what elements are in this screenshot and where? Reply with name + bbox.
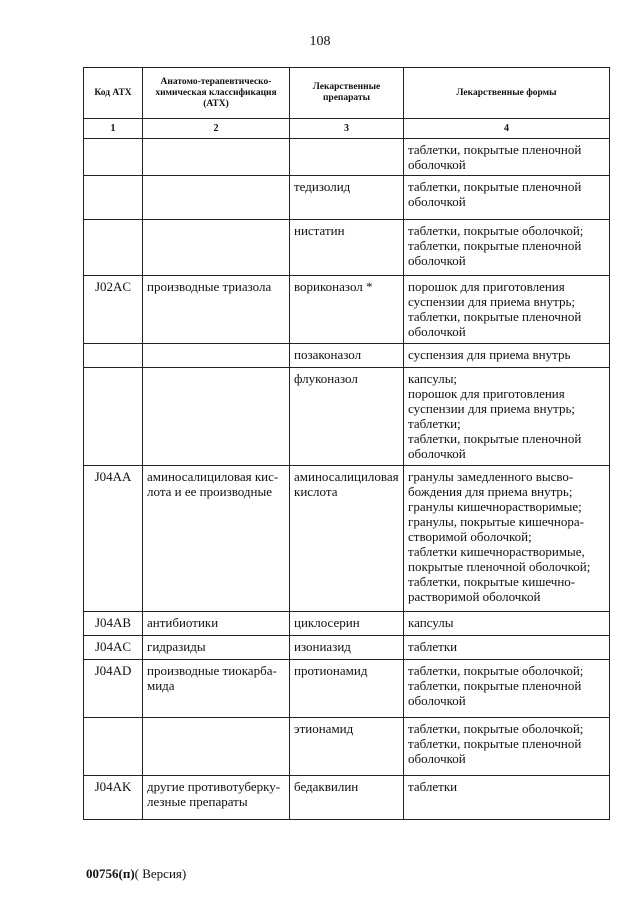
dosage-forms-cell: таблетки, покрытые пленочной оболочкой	[404, 139, 610, 176]
column-number: 1	[84, 119, 143, 139]
page-number: 108	[309, 34, 331, 49]
dosage-forms-cell: капсулы; порошок для приготовления суспензии для приема внутрь; таблетки; таблетки, покрытые пленочной оболочкой	[404, 368, 610, 466]
atx-code-cell	[84, 139, 143, 176]
drug-cell: позаконазол	[290, 344, 404, 368]
atx-code-cell: J02AC	[84, 276, 143, 344]
drug-cell: протионамид	[290, 660, 404, 718]
table-row	[84, 660, 610, 718]
drug-cell: циклосерин	[290, 612, 404, 636]
document-footer	[86, 866, 186, 882]
dosage-forms-cell: таблетки, покрытые оболочкой; таблетки, покрытые пленочной оболочкой	[404, 718, 610, 776]
table-row	[84, 612, 610, 636]
classification-cell: другие противотуберку- лезные препараты	[143, 776, 290, 820]
classification-cell	[143, 176, 290, 220]
atx-code-cell: J04AA	[84, 466, 143, 612]
header-atx-code: Код АТХ	[84, 68, 143, 119]
drug-cell: этионамид	[290, 718, 404, 776]
classification-cell	[143, 718, 290, 776]
classification-cell	[143, 368, 290, 466]
atx-code-cell	[84, 368, 143, 466]
column-number: 2	[143, 119, 290, 139]
table-row	[84, 718, 610, 776]
table-row	[84, 466, 610, 612]
column-number-row	[84, 119, 610, 139]
classification-cell	[143, 139, 290, 176]
dosage-forms-cell: таблетки, покрытые оболочкой; таблетки, покрытые пленочной оболочкой	[404, 220, 610, 276]
version-label: ( Версия)	[134, 866, 187, 881]
table-row	[84, 344, 610, 368]
table-row	[84, 276, 610, 344]
classification-cell: производные триазола	[143, 276, 290, 344]
table-row	[84, 176, 610, 220]
header-atx-classification: Анатомо-терапевтическо-химическая классификация (АТХ)	[143, 68, 290, 119]
drug-cell: бедаквилин	[290, 776, 404, 820]
drug-cell: изониазид	[290, 636, 404, 660]
table-row	[84, 368, 610, 466]
dosage-forms-cell: гранулы замедленного высво- бождения для приема внутрь; гранулы кишечнорастворимые; гранулы, покрытые кишечнора- створимой оболочкой; таблетки кишечнорастворимые, покрытые пленочной оболочкой; таблетки, покрытые кишечно- растворимой оболочкой	[404, 466, 610, 612]
atx-code-cell	[84, 344, 143, 368]
drug-cell: нистатин	[290, 220, 404, 276]
dosage-forms-cell: таблетки	[404, 636, 610, 660]
atx-table	[83, 67, 610, 820]
column-number: 4	[404, 119, 610, 139]
atx-code-cell	[84, 718, 143, 776]
classification-cell: аминосалициловая кис- лота и ее производные	[143, 466, 290, 612]
atx-code-cell: J04AB	[84, 612, 143, 636]
drug-cell: аминосалициловая кислота	[290, 466, 404, 612]
drug-cell: тедизолид	[290, 176, 404, 220]
classification-cell: антибиотики	[143, 612, 290, 636]
dosage-forms-cell: капсулы	[404, 612, 610, 636]
document-code: 00756(п)	[86, 866, 135, 881]
header-drugs: Лекарственные препараты	[290, 68, 404, 119]
dosage-forms-cell: таблетки, покрытые пленочной оболочкой	[404, 176, 610, 220]
column-number: 3	[290, 119, 404, 139]
dosage-forms-cell: порошок для приготовления суспензии для приема внутрь; таблетки, покрытые пленочной оболочкой	[404, 276, 610, 344]
table-row	[84, 776, 610, 820]
drug-cell: вориконазол *	[290, 276, 404, 344]
dosage-forms-cell: таблетки, покрытые оболочкой; таблетки, покрытые пленочной оболочкой	[404, 660, 610, 718]
atx-code-cell: J04AD	[84, 660, 143, 718]
dosage-forms-cell: таблетки	[404, 776, 610, 820]
table-row	[84, 636, 610, 660]
classification-cell	[143, 344, 290, 368]
dosage-forms-cell: суспензия для приема внутрь	[404, 344, 610, 368]
drug-cell	[290, 139, 404, 176]
classification-cell: производные тиокарба- мида	[143, 660, 290, 718]
atx-code-cell: J04AK	[84, 776, 143, 820]
header-dosage-forms: Лекарственные формы	[404, 68, 610, 119]
atx-code-cell	[84, 220, 143, 276]
table-row	[84, 139, 610, 176]
classification-cell	[143, 220, 290, 276]
atx-code-cell: J04AC	[84, 636, 143, 660]
table-row	[84, 220, 610, 276]
header-row	[84, 68, 610, 119]
drug-cell: флуконазол	[290, 368, 404, 466]
classification-cell: гидразиды	[143, 636, 290, 660]
atx-code-cell	[84, 176, 143, 220]
